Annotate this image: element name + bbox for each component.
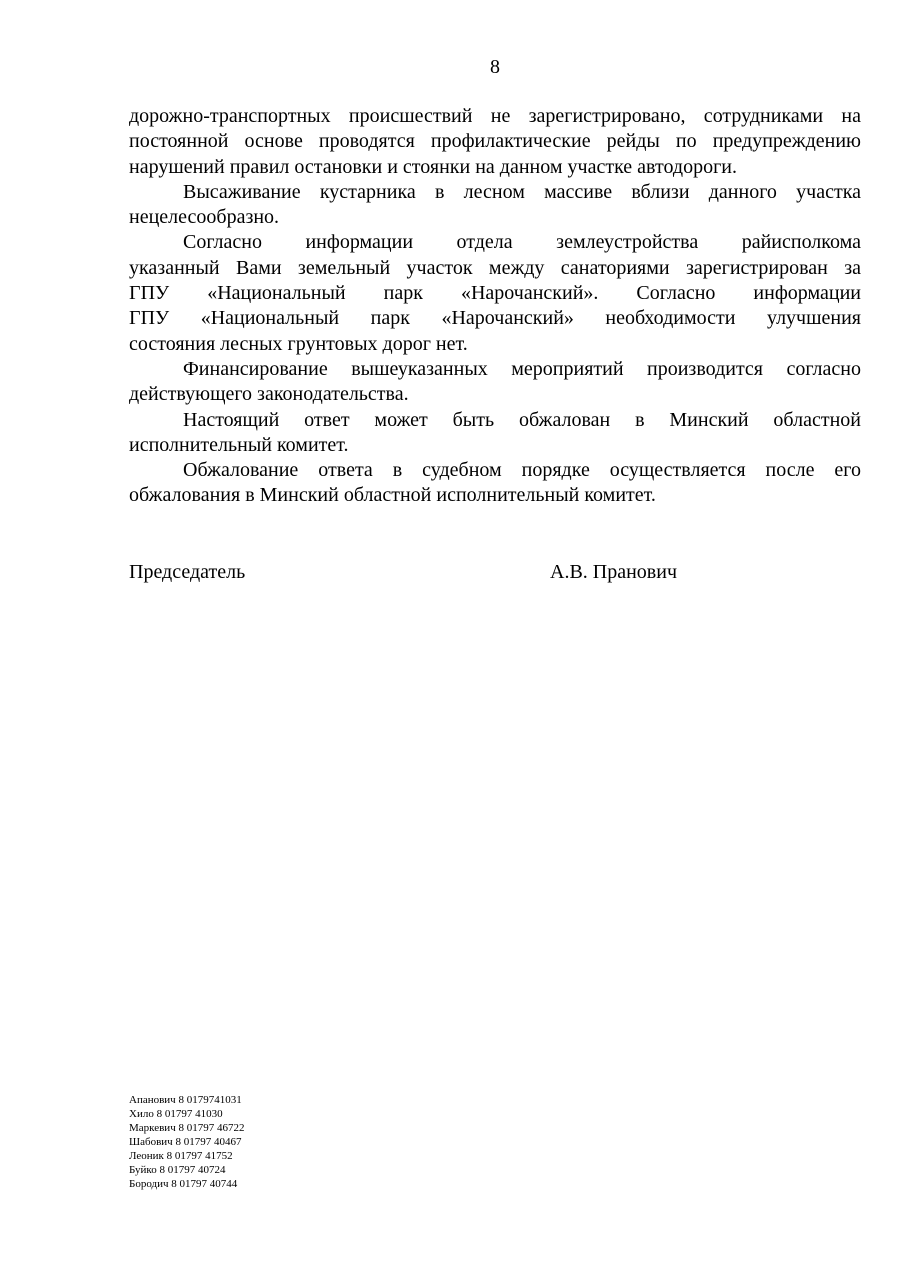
page-number: 8 (490, 56, 500, 78)
text-line: состояния лесных грунтовых дорог нет. (129, 332, 468, 355)
paragraph (129, 230, 861, 356)
text-line: постоянной основе проводятся профилактические рейды по предупреждению (129, 130, 861, 153)
text-line: Согласно информации отдела землеустройства райисполкома (183, 231, 861, 254)
letter-body (129, 104, 861, 509)
contact-line: Маркевич 8 01797 46722 (129, 1122, 245, 1134)
signatory-name: А.В. Пранович (550, 561, 678, 583)
text-line: Высаживание кустарника в лесном массиве вблизи данного участка (183, 180, 861, 203)
text-line: действующего законодательства. (129, 383, 409, 406)
contact-line: Буйко 8 01797 40724 (129, 1164, 226, 1176)
contact-line: Бородич 8 01797 40744 (129, 1178, 238, 1190)
text-line: ГПУ «Национальный парк «Нарочанский». Согласно информации (129, 282, 861, 305)
text-line: нецелесообразно. (129, 206, 280, 229)
contact-line: Шабович 8 01797 40467 (129, 1136, 242, 1148)
paragraph (129, 357, 861, 408)
contact-line: Леоник 8 01797 41752 (129, 1150, 233, 1162)
signatory-title: Председатель (129, 561, 246, 583)
paragraph (129, 104, 861, 180)
text-line: дорожно-транспортных происшествий не зарегистрировано, сотрудниками на (129, 105, 861, 127)
text-line: ГПУ «Национальный парк «Нарочанский» необходимости улучшения (129, 307, 861, 330)
text-line: Финансирование вышеуказанных мероприятий производится согласно (183, 357, 861, 380)
paragraph (129, 180, 861, 231)
contact-line: Хило 8 01797 41030 (129, 1108, 223, 1120)
text-line: нарушений правил остановки и стоянки на данном участке автодороги. (129, 155, 737, 178)
text-line: Настоящий ответ может быть обжалован в Минский областной (183, 408, 861, 431)
paragraph (129, 408, 861, 459)
text-line: указанный Вами земельный участок между санаториями зарегистрирован за (129, 256, 861, 279)
contacts-list (129, 1093, 244, 1191)
contact-line: Апанович 8 0179741031 (129, 1094, 242, 1106)
paragraph (129, 458, 861, 509)
text-line: обжалования в Минский областной исполнительный комитет. (129, 484, 656, 507)
text-line: Обжалование ответа в судебном порядке осуществляется после его (183, 459, 861, 482)
text-line: исполнительный комитет. (129, 433, 349, 456)
